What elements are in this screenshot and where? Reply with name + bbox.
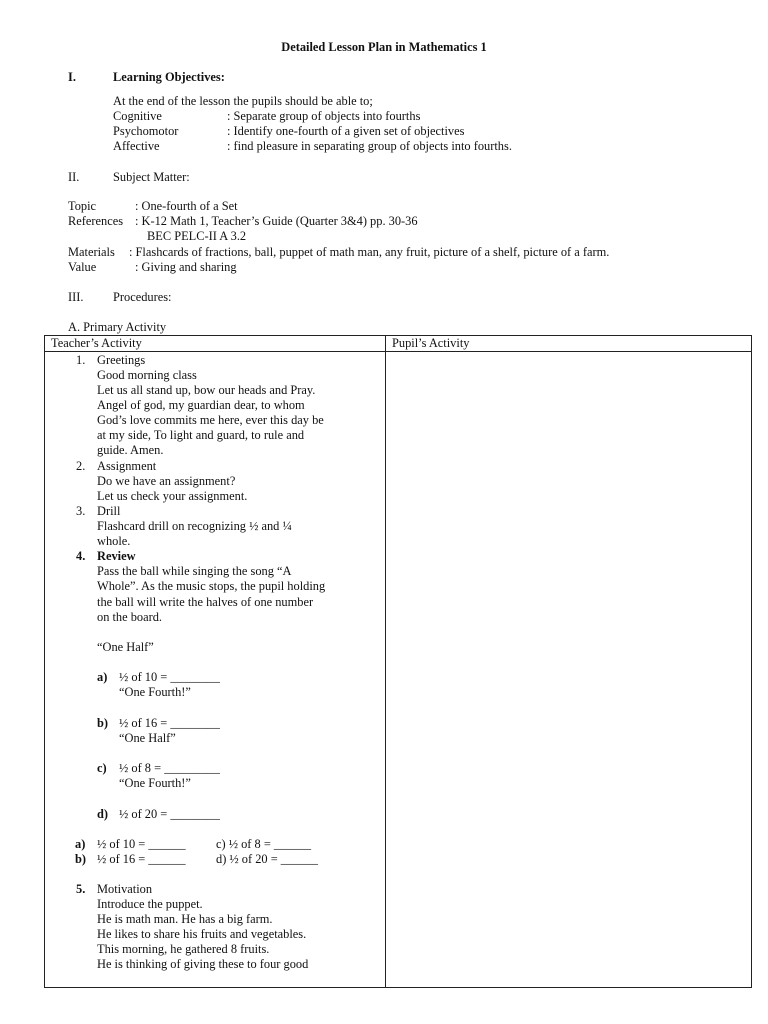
assignment-line: Do we have an assignment?: [97, 474, 236, 488]
review-item-label: d): [97, 807, 109, 821]
pupil-activity-header: Pupil’s Activity: [386, 336, 752, 352]
motivation-line: Introduce the puppet.: [97, 897, 203, 911]
exercise-item: ½ of 16 = ______: [97, 852, 186, 866]
review-item-answer: “One Half”: [119, 731, 176, 745]
drill-line: whole.: [97, 534, 131, 548]
exercise-label: a): [75, 837, 86, 851]
motivation-line: He is thinking of giving these to four good: [97, 957, 309, 971]
references-text-1: : K-12 Math 1, Teacher’s Guide (Quarter 3&4) pp. 30-36: [135, 214, 418, 228]
cognitive-text: : Separate group of objects into fourths: [227, 109, 421, 123]
teacher-activity-header: Teacher’s Activity: [45, 336, 386, 352]
procedures-number: III.: [68, 290, 84, 304]
drill-title: Drill: [97, 504, 121, 518]
activity-table: [44, 335, 752, 988]
references-label: References: [68, 214, 124, 228]
value-text: : Giving and sharing: [135, 260, 237, 274]
value-label: Value: [68, 260, 97, 274]
greetings-line: God’s love commits me here, ever this day be: [97, 413, 324, 427]
references-text-2: BEC PELC-II A 3.2: [147, 229, 247, 243]
psychomotor-label: Psychomotor: [113, 124, 179, 138]
topic-text: : One-fourth of a Set: [135, 199, 238, 213]
drill-line: Flashcard drill on recognizing ½ and ¼: [97, 519, 292, 533]
review-line: Pass the ball while singing the song “A: [97, 564, 292, 578]
review-item-expr: ½ of 16 = ________: [119, 716, 220, 730]
review-item-expr: ½ of 20 = ________: [119, 807, 220, 821]
review-item-answer: “One Fourth!”: [119, 685, 191, 699]
pupil-activity-cell: [386, 352, 752, 988]
affective-text: : find pleasure in separating group of objects into fourths.: [227, 139, 512, 153]
review-number: 4.: [76, 549, 86, 563]
materials-text: : Flashcards of fractions, ball, puppet of math man, any fruit, picture of a shelf, picture of a farm.: [129, 245, 610, 259]
review-line: Whole”. As the music stops, the pupil holding: [97, 579, 326, 593]
procedures-heading: Procedures:: [113, 290, 172, 304]
exercise-item: d) ½ of 20 = ______: [216, 852, 318, 866]
greetings-line: Good morning class: [97, 368, 197, 382]
motivation-line: He is math man. He has a big farm.: [97, 912, 273, 926]
greetings-title: Greetings: [97, 353, 146, 367]
review-item-expr: ½ of 8 = _________: [119, 761, 220, 775]
subject-number: II.: [68, 170, 80, 184]
assignment-title: Assignment: [97, 459, 157, 473]
affective-label: Affective: [113, 139, 160, 153]
table-body-row: [45, 352, 752, 988]
review-item-label: b): [97, 716, 109, 730]
review-line: the ball will write the halves of one number: [97, 595, 314, 609]
assignment-line: Let us check your assignment.: [97, 489, 248, 503]
review-line: on the board.: [97, 610, 163, 624]
motivation-number: 5.: [76, 882, 86, 896]
cognitive-label: Cognitive: [113, 109, 162, 123]
review-item-expr: ½ of 10 = ________: [119, 670, 220, 684]
exercise-label: b): [75, 852, 87, 866]
objectives-number: I.: [68, 70, 76, 84]
psychomotor-text: : Identify one-fourth of a given set of objectives: [227, 124, 465, 138]
subject-heading: Subject Matter:: [113, 170, 190, 184]
review-title: Review: [97, 549, 136, 563]
motivation-title: Motivation: [97, 882, 153, 896]
exercise-item: c) ½ of 8 = ______: [216, 837, 312, 851]
greetings-number: 1.: [76, 353, 86, 367]
materials-label: Materials: [68, 245, 115, 259]
exercise-item: ½ of 10 = ______: [97, 837, 186, 851]
review-item-label: a): [97, 670, 108, 684]
review-one-half: “One Half”: [97, 640, 154, 654]
review-item-answer: “One Fourth!”: [119, 776, 191, 790]
table-header-row: [45, 336, 752, 352]
greetings-line: Angel of god, my guardian dear, to whom: [97, 398, 305, 412]
primary-activity-heading: A. Primary Activity: [68, 320, 167, 334]
motivation-line: He likes to share his fruits and vegetables.: [97, 927, 307, 941]
document-title: Detailed Lesson Plan in Mathematics 1: [281, 40, 487, 54]
topic-label: Topic: [68, 199, 97, 213]
teacher-activity-cell: [45, 352, 386, 988]
assignment-number: 2.: [76, 459, 86, 473]
greetings-line: guide. Amen.: [97, 443, 164, 457]
greetings-line: at my side, To light and guard, to rule and: [97, 428, 305, 442]
review-item-label: c): [97, 761, 107, 775]
drill-number: 3.: [76, 504, 86, 518]
objectives-intro: At the end of the lesson the pupils should be able to;: [113, 94, 373, 108]
motivation-line: This morning, he gathered 8 fruits.: [97, 942, 270, 956]
greetings-line: Let us all stand up, bow our heads and Pray.: [97, 383, 316, 397]
objectives-heading: Learning Objectives:: [113, 70, 225, 84]
